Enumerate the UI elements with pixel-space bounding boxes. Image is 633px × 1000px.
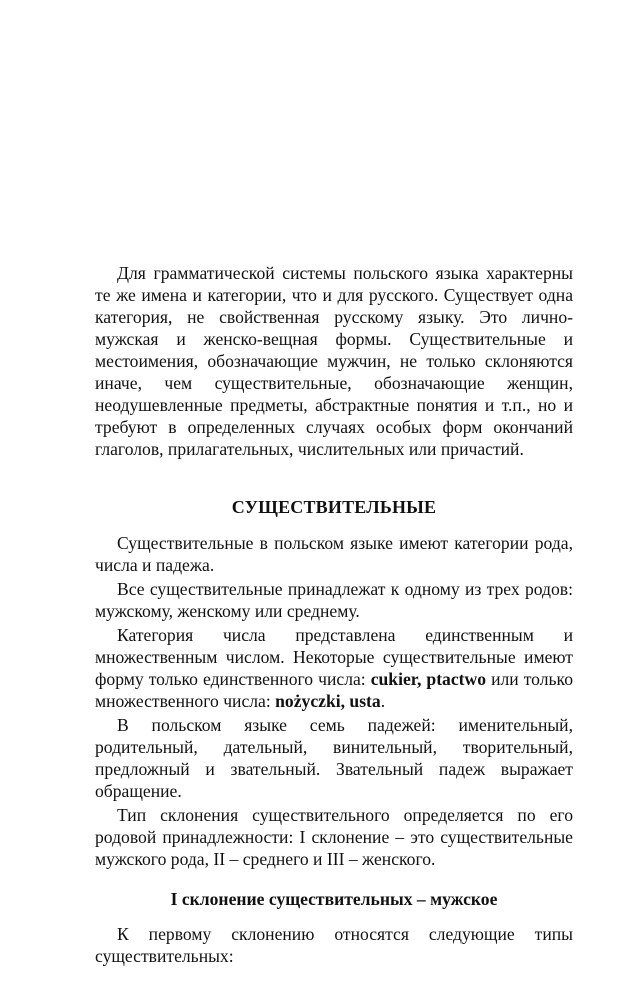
number-text-2: или только множественного числа: (95, 669, 573, 711)
paragraph-number (95, 624, 573, 712)
paragraph-cases: В польском языке семь падежей: именительный, родительный, дательный, винительный, творительный, предложный и звательный. Звательный падеж выражает обращение. (95, 715, 573, 801)
plural-examples: nożyczki, usta (275, 691, 381, 711)
number-text-3: . (380, 691, 386, 711)
paragraph-declension: Тип склонения существительного определяется по его родовой принадлежности: I склонение – это существительные мужского рода, II – среднего и III – женского. (95, 805, 573, 869)
number-text-1: Категория числа представлена единственным и множественным числом. Некоторые существительные имеют форму только единственного числа: (95, 625, 573, 689)
paragraph-categories: Существительные в польском языке имеют категории рода, числа и падежа. (95, 533, 573, 575)
singular-examples: cukier, ptactwo (370, 669, 487, 689)
subsection-heading-first-declension: I склонение существительных – мужское (170, 889, 498, 909)
paragraph-types: К первому склонению относятся следующие типы существительных: (95, 924, 573, 966)
paragraph-genders: Все существительные принадлежат к одному из трех родов: мужскому, женскому или среднему. (95, 579, 573, 621)
intro-paragraph: Для грамматической системы польского языка характерны те же имена и категории, что и для русского. Существует одна категория, не свойственная русскому языку. Это лично-мужская и женско-вещная формы. Существительные и местоимения, обозначающие мужчин, не только склоняются иначе, чем существительные, обозначающие женщин, неодушевленные предметы, абстрактные понятия и т.п., но и требуют в определенных случаях особых форм окончаний глаголов, прилагательных, числительных или причастий. (95, 263, 573, 459)
section-heading-nouns: СУЩЕСТВИТЕЛЬНЫЕ (231, 497, 437, 517)
page-content (95, 262, 573, 967)
nouns-section (95, 532, 573, 870)
